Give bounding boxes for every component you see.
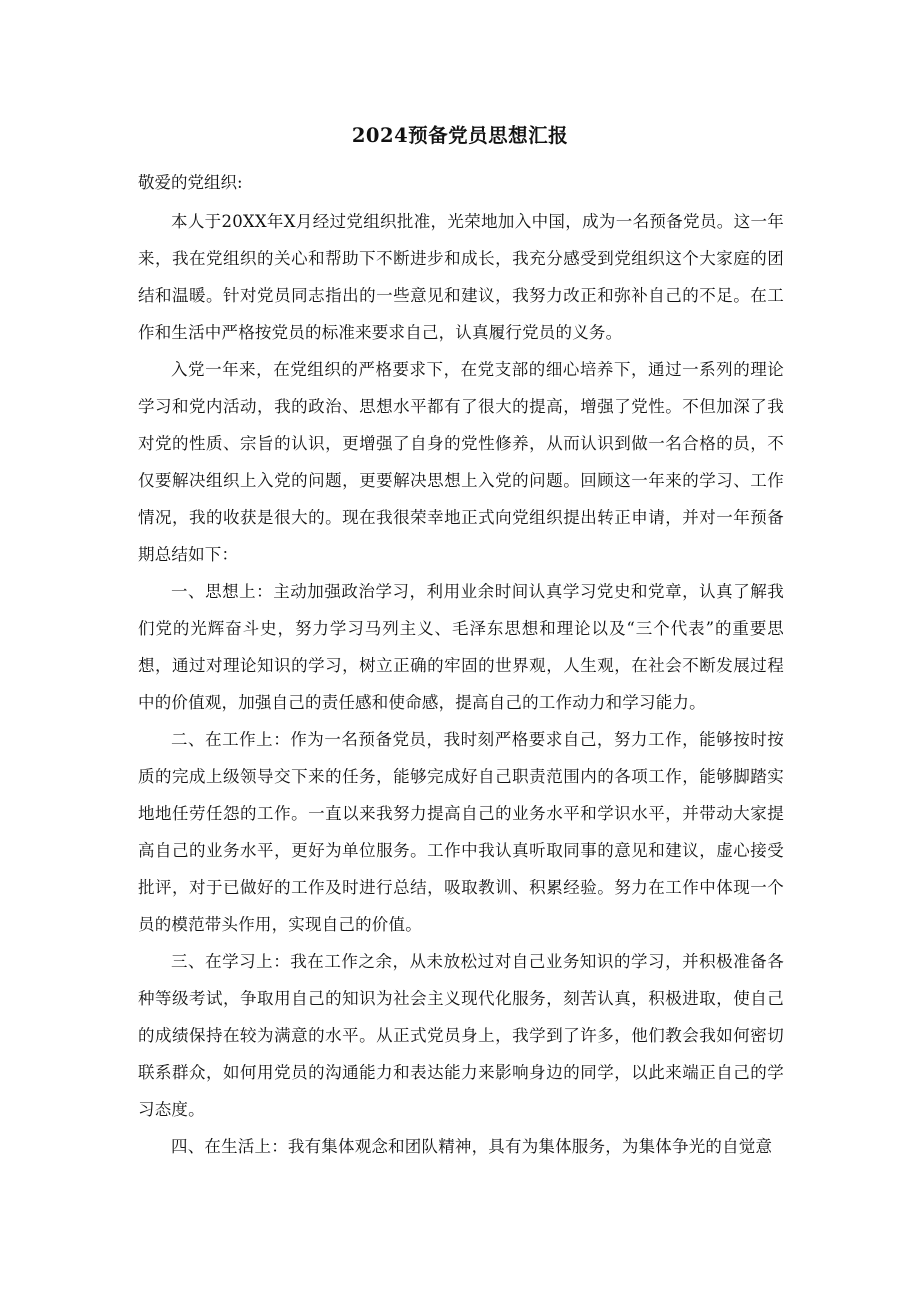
paragraph-life: 四、在生活上：我有集体观念和团队精神，具有为集体服务，为集体争光的自觉意	[171, 1137, 773, 1156]
paragraph-ideology: 一、思想上：主动加强政治学习，利用业余时间认真学习党史和党章，认真了解我们党的光辉奋斗史，努力学习马列主义、毛泽东思想和理论以及“三个代表”的重要思想，通过对理论知识的学习，树立正确的牢固的世界观，人生观，在社会不断发展过程中的价值观，加强自己的责任感和使命感，提高自己的工作动力和学习能力。	[138, 582, 784, 712]
paragraph-work: 二、在工作上：作为一名预备党员，我时刻严格要求自己，努力工作，能够按时按质的完成上级领导交下来的任务，能够完成好自己职责范围内的各项工作，能够脚踏实地地任劳任怨的工作。一直以来我努力提高自己的业务水平和学识水平，并带动大家提高自己的业务水平，更好为单位服务。工作中我认真听取同事的意见和建议，虚心接受批评，对于已做好的工作及时进行总结，吸取教训、积累经验。努力在工作中体现一个员的模范带头作用，实现自己的价值。	[138, 730, 784, 934]
document-title: 2024预备党员思想汇报	[351, 124, 569, 147]
body-text	[138, 203, 784, 1165]
paragraph-summary: 入党一年来，在党组织的严格要求下，在党支部的细心培养下，通过一系列的理论学习和党内活动，我的政治、思想水平都有了很大的提高，增强了党性。不但加深了我对党的性质、宗旨的认识，更增强了自身的党性修养，从而认识到做一名合格的员，不仅要解决组织上入党的问题，更要解决思想上入党的问题。回顾这一年来的学习、工作情况，我的收获是很大的。现在我很荣幸地正式向党组织提出转正申请，并对一年预备期总结如下：	[138, 360, 784, 564]
paragraph-study: 三、在学习上：我在工作之余，从未放松过对自己业务知识的学习，并积极准备各种等级考试，争取用自己的知识为社会主义现代化服务，刻苦认真，积极进取，使自己的成绩保持在较为满意的水平。从正式党员身上，我学到了许多，他们教会我如何密切联系群众，如何用党员的沟通能力和表达能力来影响身边的同学，以此来端正自己的学习态度。	[138, 952, 784, 1119]
paragraph-intro: 本人于20XX年X月经过党组织批准，光荣地加入中国，成为一名预备党员。这一年来，我在党组织的关心和帮助下不断进步和成长，我充分感受到党组织这个大家庭的团结和温暖。针对党员同志指出的一些意见和建议，我努力改正和弥补自己的不足。在工作和生活中严格按党员的标准来要求自己，认真履行党员的义务。	[138, 212, 784, 342]
salutation: 敬爱的党组织:	[138, 173, 243, 192]
